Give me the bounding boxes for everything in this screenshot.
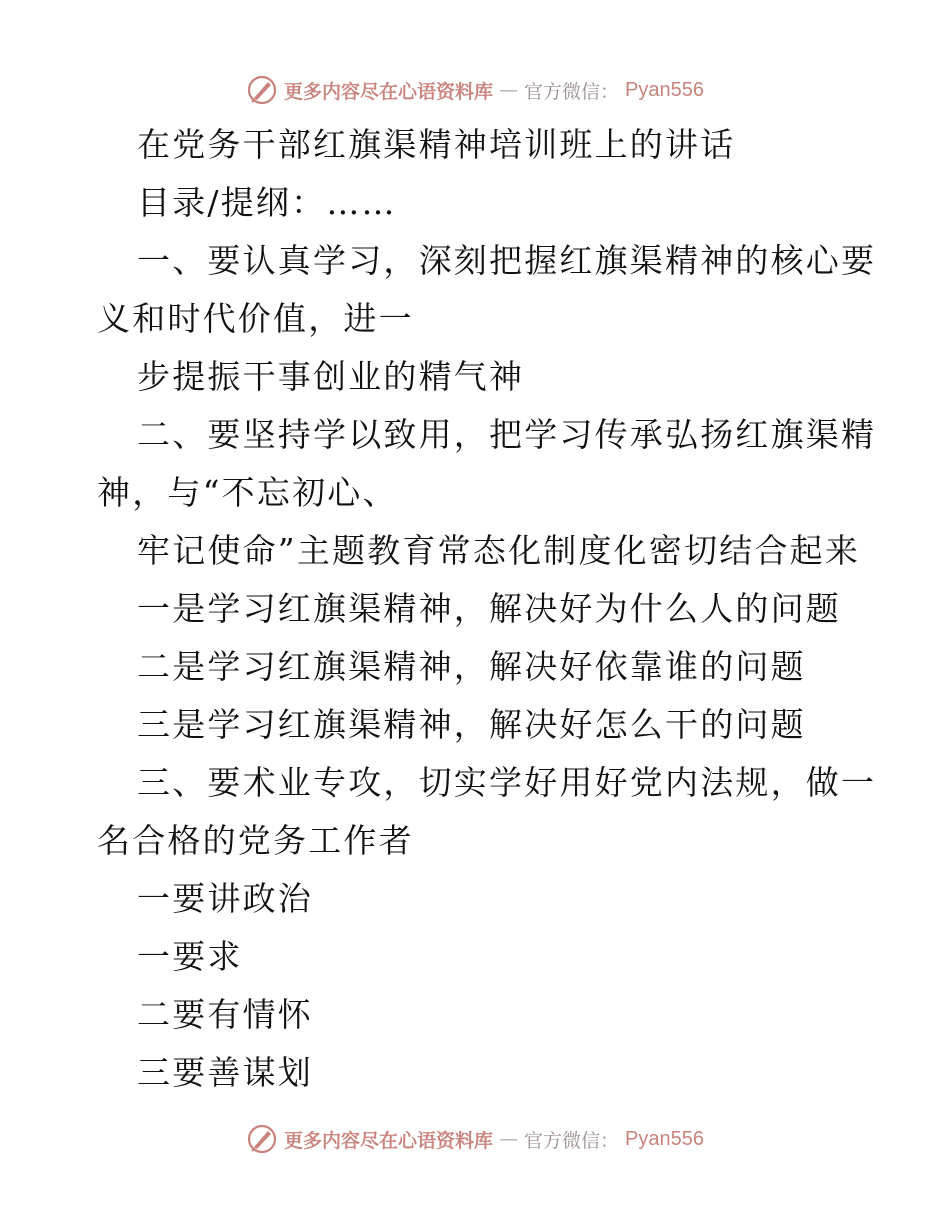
watermark-site: 更多内容尽在心语资料库 <box>284 1129 494 1152</box>
sub-item: 一要讲政治 <box>137 879 313 918</box>
document-title: 在党务干部红旗渠精神培训班上的讲话 <box>137 125 736 164</box>
section-heading-cont: 义和时代价值，进一 <box>97 299 414 338</box>
footer-watermark <box>0 1119 950 1159</box>
sub-item: 一是学习红旗渠精神，解决好为什么人的问题 <box>137 589 841 628</box>
quill-logo-icon <box>246 1123 278 1155</box>
watermark-site: 更多内容尽在心语资料库 <box>284 80 494 103</box>
section-heading-cont: 牢记使命”主题教育常态化制度化密切结合起来 <box>137 531 861 570</box>
sub-item: 二要有情怀 <box>137 995 313 1034</box>
watermark-account: Pyan556 <box>625 1127 704 1150</box>
watermark-channel: 官方微信： <box>524 1129 620 1152</box>
quill-logo-icon <box>246 74 278 106</box>
watermark-separator: — <box>499 79 519 101</box>
section-heading-cont: 神，与“不忘初心、 <box>97 473 398 512</box>
outline-label: 目录/提纲：…… <box>137 183 397 222</box>
sub-item: 一要求 <box>137 937 243 976</box>
sub-item: 三是学习红旗渠精神，解决好怎么干的问题 <box>137 705 806 744</box>
section-heading: 二、要坚持学以致用，把学习传承弘扬红旗渠精 <box>137 415 877 454</box>
watermark-separator: — <box>499 1128 519 1150</box>
sub-item: 三要善谋划 <box>137 1053 313 1092</box>
section-heading: 三、要术业专攻，切实学好用好党内法规，做一 <box>137 763 877 802</box>
section-heading: 一、要认真学习，深刻把握红旗渠精神的核心要 <box>137 241 877 280</box>
section-heading-cont: 名合格的党务工作者 <box>97 821 414 860</box>
watermark-channel: 官方微信： <box>524 80 620 103</box>
header-watermark <box>0 70 950 110</box>
watermark-account: Pyan556 <box>625 78 704 101</box>
section-heading-cont: 步提振干事创业的精气神 <box>137 357 525 396</box>
sub-item: 二是学习红旗渠精神，解决好依靠谁的问题 <box>137 647 806 686</box>
